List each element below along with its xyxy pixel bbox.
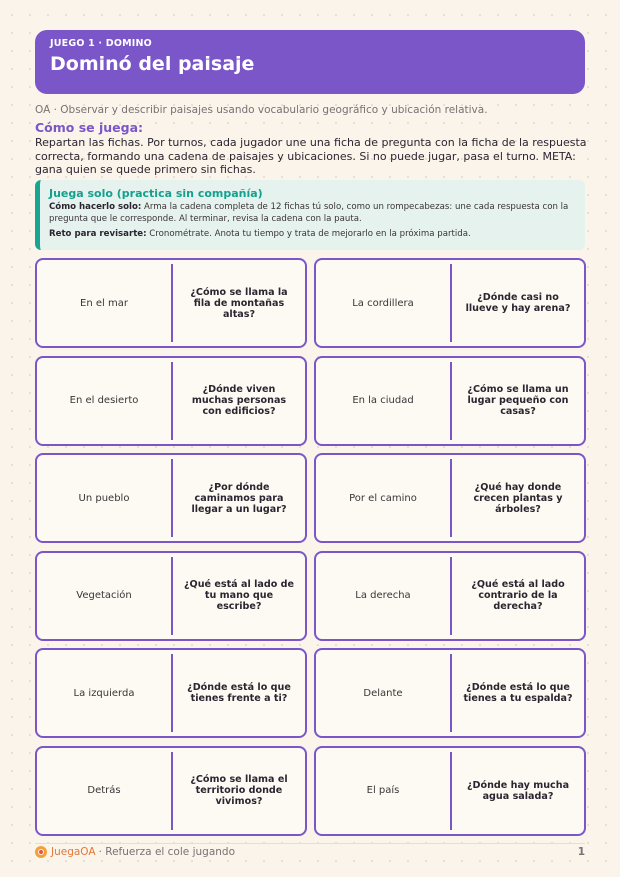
solo-challenge: [49, 229, 575, 241]
tile-answer: Un pueblo: [78, 492, 130, 504]
tile-answer: En el desierto: [69, 395, 139, 406]
tile-answer: La izquierda: [73, 687, 135, 699]
tile-question: ¿Qué está al lado contrario de la derecha?: [471, 579, 565, 612]
domino-tile: [35, 356, 307, 446]
domino-tile: [35, 746, 307, 836]
solo-how-text: Arma la cadena completa de 12 fichas tú solo, como un rompecabezas: une cada respuesta con la pregunta que le corresponde. Al terminar, revisa la cadena con la pauta.: [49, 202, 569, 224]
footer-tagline: · Refuerza el cole jugando: [98, 845, 235, 858]
tile-question: ¿Dónde casi no llueve y hay arena?: [465, 292, 571, 314]
domino-tile: [35, 551, 307, 641]
domino-tile: [314, 746, 586, 836]
target-logo-icon: [35, 846, 47, 858]
solo-title: Juega solo (practica sin compañía): [49, 187, 263, 200]
footer-brand-block: [35, 846, 235, 858]
tile-question: ¿Qué está al lado de tu mano que escribe?: [183, 579, 295, 612]
tile-question: ¿Cómo se llama el territorio donde vivimos?: [190, 774, 288, 807]
tile-answer: La cordillera: [352, 297, 414, 309]
domino-tile: [35, 258, 307, 348]
solo-instructions: [49, 202, 575, 225]
page-footer: [35, 843, 585, 859]
domino-tile: [314, 453, 586, 543]
tile-question: ¿Dónde está lo que tienes frente a ti?: [187, 682, 291, 704]
tile-question: ¿Dónde hay mucha agua salada?: [466, 779, 570, 802]
page-number: 1: [577, 845, 585, 858]
solo-challenge-label: Reto para revisarte:: [49, 229, 147, 239]
domino-tile: [35, 453, 307, 543]
tile-question: ¿Cómo se llama la fila de montañas altas?: [190, 286, 288, 320]
tile-answer: La derecha: [355, 590, 411, 601]
tile-answer: Por el camino: [349, 492, 417, 504]
learning-objective: OA · Observar y describir paisajes usando vocabulario geográfico y ubicación relativa.: [35, 104, 488, 116]
tile-question: ¿Dónde viven muchas personas con edificios?: [191, 384, 287, 417]
tile-answer: Detrás: [87, 785, 121, 796]
footer-brand: JuegaOA: [51, 845, 96, 858]
tile-answer: En el mar: [80, 297, 128, 309]
domino-tile: [35, 648, 307, 738]
game-header: [35, 30, 585, 94]
tile-question: ¿Dónde está lo que tienes a tu espalda?: [463, 682, 573, 704]
tile-question: ¿Por dónde caminamos para llegar a un lugar?: [191, 481, 287, 515]
tile-answer: El país: [366, 785, 400, 796]
page-title: Dominó del paisaje: [50, 53, 255, 75]
solo-play-box: [35, 180, 585, 250]
domino-tile: [314, 356, 586, 446]
domino-tile: [314, 551, 586, 641]
tile-question: ¿Cómo se llama un lugar pequeño con casas?: [467, 384, 569, 417]
domino-tile: [314, 648, 586, 738]
how-to-play-title: Cómo se juega:: [35, 120, 144, 135]
game-kicker: JUEGO 1 · DOMINO: [50, 38, 152, 49]
solo-how-label: Cómo hacerlo solo:: [49, 202, 142, 212]
tile-answer: Vegetación: [76, 590, 132, 601]
tile-answer: En la ciudad: [352, 395, 414, 406]
tile-answer: Delante: [363, 687, 403, 699]
domino-tile: [314, 258, 586, 348]
how-to-play-text: Repartan las fichas. Por turnos, cada jugador une una ficha de pregunta con la ficha de la respuesta correcta, formando una cadena de paisajes y ubicaciones. Si no puede jugar, pasa el turno. META: gana quien se quede primero sin fichas.: [35, 136, 587, 176]
domino-tiles-grid: [35, 258, 586, 836]
solo-challenge-text: Cronométrate. Anota tu tiempo y trata de mejorarlo en la próxima partida.: [146, 229, 471, 239]
tile-question: ¿Qué hay donde crecen plantas y árboles?: [473, 481, 563, 515]
